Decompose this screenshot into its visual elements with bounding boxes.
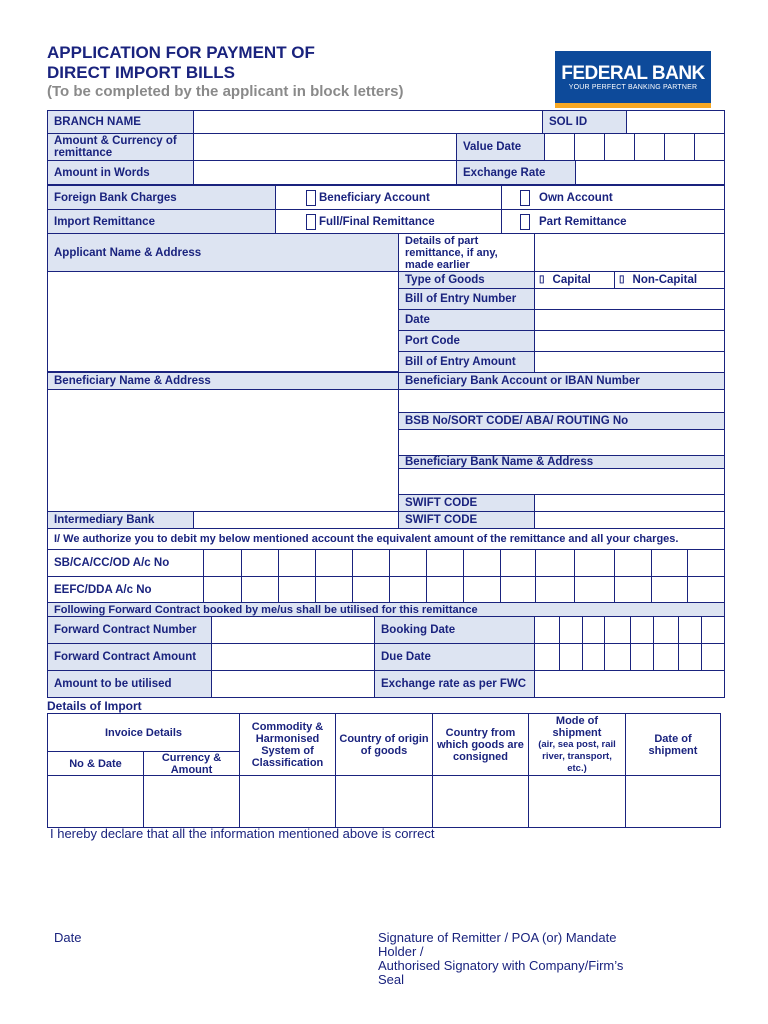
mode-shipment-cell[interactable] <box>528 775 626 828</box>
signature-line-3: Authorised Signatory with Company/Firm’s <box>378 958 624 973</box>
due-date-box[interactable] <box>582 643 605 671</box>
booking-date-box[interactable] <box>653 616 679 644</box>
mode-shipment-title: Mode of shipment <box>552 714 602 739</box>
amount-currency-label: Amount & Currency of remittance <box>47 133 194 161</box>
beneficiary-iban-label: Beneficiary Bank Account or IBAN Number <box>398 372 725 390</box>
logo-name: FEDERAL BANK <box>561 63 705 84</box>
value-date-box[interactable] <box>574 133 605 161</box>
part-remittance-label: Part Remittance <box>539 215 627 228</box>
country-consigned-cell[interactable] <box>432 775 529 828</box>
intermediary-swift-field[interactable] <box>534 511 725 529</box>
fc-amount-label: Forward Contract Amount <box>47 643 212 671</box>
eefc-account-digit-box[interactable] <box>352 576 390 603</box>
amount-utilised-field[interactable] <box>211 670 375 698</box>
eefc-account-digit-box[interactable] <box>241 576 279 603</box>
own-account-option[interactable] <box>501 185 725 210</box>
country-origin-header: Country of origin of goods <box>335 713 433 776</box>
intermediary-bank-field[interactable] <box>193 511 399 529</box>
amount-words-field[interactable] <box>193 160 457 185</box>
eefc-account-digit-box[interactable] <box>278 576 316 603</box>
full-final-label: Full/Final Remittance <box>319 215 435 228</box>
due-date-box[interactable] <box>604 643 631 671</box>
amount-currency-field[interactable] <box>193 133 457 161</box>
date-label: Date <box>398 309 535 331</box>
full-final-checkbox[interactable] <box>306 214 316 230</box>
details-part-label: Details of part remittance, if any, made earlier <box>398 233 535 272</box>
eefc-account-digit-box[interactable] <box>651 576 688 603</box>
value-date-box[interactable] <box>664 133 695 161</box>
eefc-account-digit-box[interactable] <box>614 576 652 603</box>
title-line-2: DIRECT IMPORT BILLS <box>47 63 235 82</box>
booking-date-box[interactable] <box>582 616 605 644</box>
amount-words-label: Amount in Words <box>47 160 194 185</box>
currency-amount-header: Currency & Amount <box>143 751 240 776</box>
value-date-label: Value Date <box>456 133 545 161</box>
beneficiary-name-field[interactable] <box>47 389 399 512</box>
sb-account-label: SB/CA/CC/OD A/c No <box>47 549 204 577</box>
exchange-rate-fwc-field[interactable] <box>534 670 725 698</box>
signature-line-1: Signature of Remitter / POA (or) Mandate <box>378 930 617 945</box>
sb-account-digit-box[interactable] <box>315 549 353 577</box>
sb-account-digit-box[interactable] <box>535 549 575 577</box>
sb-account-digit-box[interactable] <box>426 549 464 577</box>
federal-bank-logo <box>555 51 711 108</box>
forward-contract-intro: Following Forward Contract booked by me/us shall be utilised for this remittance <box>47 602 725 617</box>
beneficiary-account-option[interactable] <box>275 185 502 210</box>
country-origin-cell[interactable] <box>335 775 433 828</box>
applicant-name-field[interactable] <box>47 271 399 372</box>
applicant-name-label: Applicant Name & Address <box>47 233 399 272</box>
bill-entry-amount-field[interactable] <box>534 351 725 373</box>
non-capital-option[interactable] <box>614 271 725 289</box>
booking-date-box[interactable] <box>678 616 702 644</box>
sb-account-digit-box[interactable] <box>687 549 725 577</box>
eefc-account-digit-box[interactable] <box>203 576 242 603</box>
value-date-box[interactable] <box>694 133 725 161</box>
beneficiary-account-checkbox[interactable] <box>306 190 316 206</box>
beneficiary-account-label: Beneficiary Account <box>319 191 430 204</box>
booking-date-box[interactable] <box>559 616 583 644</box>
sb-account-digit-box[interactable] <box>463 549 501 577</box>
non-capital-checkbox-icon[interactable]: ▯ <box>619 274 625 285</box>
amount-utilised-label: Amount to be utilised <box>47 670 212 698</box>
bill-entry-amount-label: Bill of Entry Amount <box>398 351 535 373</box>
non-capital-label: Non-Capital <box>632 274 698 286</box>
exchange-rate-fwc-label: Exchange rate as per FWC <box>374 670 535 698</box>
import-remittance-label: Import Remittance <box>47 209 276 234</box>
sb-account-digit-box[interactable] <box>241 549 279 577</box>
booking-date-box[interactable] <box>534 616 560 644</box>
eefc-account-digit-box[interactable] <box>426 576 464 603</box>
port-code-label: Port Code <box>398 330 535 352</box>
due-date-box[interactable] <box>701 643 725 671</box>
form-subtitle: (To be completed by the applicant in block letters) <box>47 83 404 100</box>
due-date-box[interactable] <box>630 643 654 671</box>
signature-line-2: Holder / <box>378 944 424 959</box>
eefc-account-digit-box[interactable] <box>574 576 615 603</box>
due-date-box[interactable] <box>534 643 560 671</box>
date-field[interactable] <box>534 309 725 331</box>
details-import-heading: Details of Import <box>47 699 142 713</box>
logo-stripe <box>555 103 711 108</box>
date-shipment-header: Date of shipment <box>625 713 721 776</box>
bill-entry-number-label: Bill of Entry Number <box>398 288 535 310</box>
mode-shipment-header <box>528 713 626 776</box>
sb-account-digit-box[interactable] <box>651 549 688 577</box>
country-consigned-header: Country from which goods are consigned <box>432 713 529 776</box>
due-date-box[interactable] <box>678 643 702 671</box>
sb-account-digit-box[interactable] <box>614 549 652 577</box>
form-title <box>47 43 315 83</box>
title-line-1: APPLICATION FOR PAYMENT OF <box>47 43 315 62</box>
eefc-account-digit-box[interactable] <box>535 576 575 603</box>
logo-tagline: YOUR PERFECT BANKING PARTNER <box>568 84 698 91</box>
mode-shipment-note: (air, sea post, rail river, transport, etc.) <box>538 738 616 774</box>
due-date-label: Due Date <box>374 643 535 671</box>
sol-id-field[interactable] <box>626 110 725 134</box>
type-of-goods-label: Type of Goods <box>398 271 535 289</box>
date-signature-label: Date <box>54 930 82 945</box>
port-code-field[interactable] <box>534 330 725 352</box>
eefc-account-digit-box[interactable] <box>315 576 353 603</box>
sb-account-digit-box[interactable] <box>352 549 390 577</box>
swift-code-field[interactable] <box>534 494 725 512</box>
branch-name-field[interactable] <box>193 110 543 134</box>
sb-account-digit-box[interactable] <box>574 549 615 577</box>
eefc-account-label: EEFC/DDA A/c No <box>47 576 204 603</box>
sb-account-digit-box[interactable] <box>389 549 427 577</box>
branch-name-label: BRANCH NAME <box>47 110 194 134</box>
fc-number-label: Forward Contract Number <box>47 616 212 644</box>
fc-number-field[interactable] <box>211 616 375 644</box>
declaration-text: I hereby declare that all the information mentioned above is correct <box>50 826 435 841</box>
eefc-account-digit-box[interactable] <box>500 576 536 603</box>
exchange-rate-field[interactable] <box>575 160 725 185</box>
signature-line-4: Seal <box>378 972 405 987</box>
eefc-account-digit-box[interactable] <box>389 576 427 603</box>
invoice-no-date-cell[interactable] <box>47 775 144 828</box>
part-remittance-option[interactable] <box>501 209 725 234</box>
capital-option[interactable] <box>534 271 615 289</box>
sb-account-digit-box[interactable] <box>500 549 536 577</box>
invoice-details-header: Invoice Details <box>47 713 240 752</box>
sol-id-label: SOL ID <box>542 110 627 134</box>
beneficiary-iban-field[interactable] <box>398 389 725 413</box>
foreign-bank-charges-label: Foreign Bank Charges <box>47 185 276 210</box>
value-date-box[interactable] <box>634 133 665 161</box>
commodity-cell[interactable] <box>239 775 336 828</box>
details-part-field[interactable] <box>534 233 725 272</box>
booking-date-box[interactable] <box>701 616 725 644</box>
due-date-box[interactable] <box>653 643 679 671</box>
fc-amount-field[interactable] <box>211 643 375 671</box>
bill-entry-number-field[interactable] <box>534 288 725 310</box>
bsb-field[interactable] <box>398 429 725 456</box>
beneficiary-name-label: Beneficiary Name & Address <box>47 372 399 390</box>
capital-label: Capital <box>552 274 591 286</box>
bsb-label: BSB No/SORT CODE/ ABA/ ROUTING No <box>398 412 725 430</box>
value-date-box[interactable] <box>604 133 635 161</box>
due-date-box[interactable] <box>559 643 583 671</box>
value-date-box[interactable] <box>544 133 575 161</box>
date-shipment-cell[interactable] <box>625 775 721 828</box>
own-account-checkbox[interactable] <box>520 190 530 206</box>
signature-block <box>378 931 698 987</box>
eefc-account-digit-box[interactable] <box>463 576 501 603</box>
beneficiary-bank-label: Beneficiary Bank Name & Address <box>398 455 725 469</box>
booking-date-box[interactable] <box>630 616 654 644</box>
intermediary-swift-label: SWIFT CODE <box>398 511 535 529</box>
part-remittance-checkbox[interactable] <box>520 214 530 230</box>
invoice-currency-cell[interactable] <box>143 775 240 828</box>
intermediary-bank-label: Intermediary Bank <box>47 511 194 529</box>
capital-checkbox-icon[interactable]: ▯ <box>539 274 545 285</box>
sb-account-digit-box[interactable] <box>278 549 316 577</box>
eefc-account-digit-box[interactable] <box>687 576 725 603</box>
own-account-label: Own Account <box>539 191 613 204</box>
booking-date-box[interactable] <box>604 616 631 644</box>
sb-account-digit-box[interactable] <box>203 549 242 577</box>
full-final-option[interactable] <box>275 209 502 234</box>
beneficiary-bank-field[interactable] <box>398 468 725 495</box>
authorize-statement: I/ We authorize you to debit my below mentioned account the equivalent amount of the remittance and all your charges. <box>47 528 725 550</box>
booking-date-label: Booking Date <box>374 616 535 644</box>
commodity-header: Commodity & Harmonised System of Classification <box>239 713 336 776</box>
no-date-header: No & Date <box>47 751 144 776</box>
exchange-rate-label: Exchange Rate <box>456 160 576 185</box>
swift-code-label: SWIFT CODE <box>398 494 535 512</box>
